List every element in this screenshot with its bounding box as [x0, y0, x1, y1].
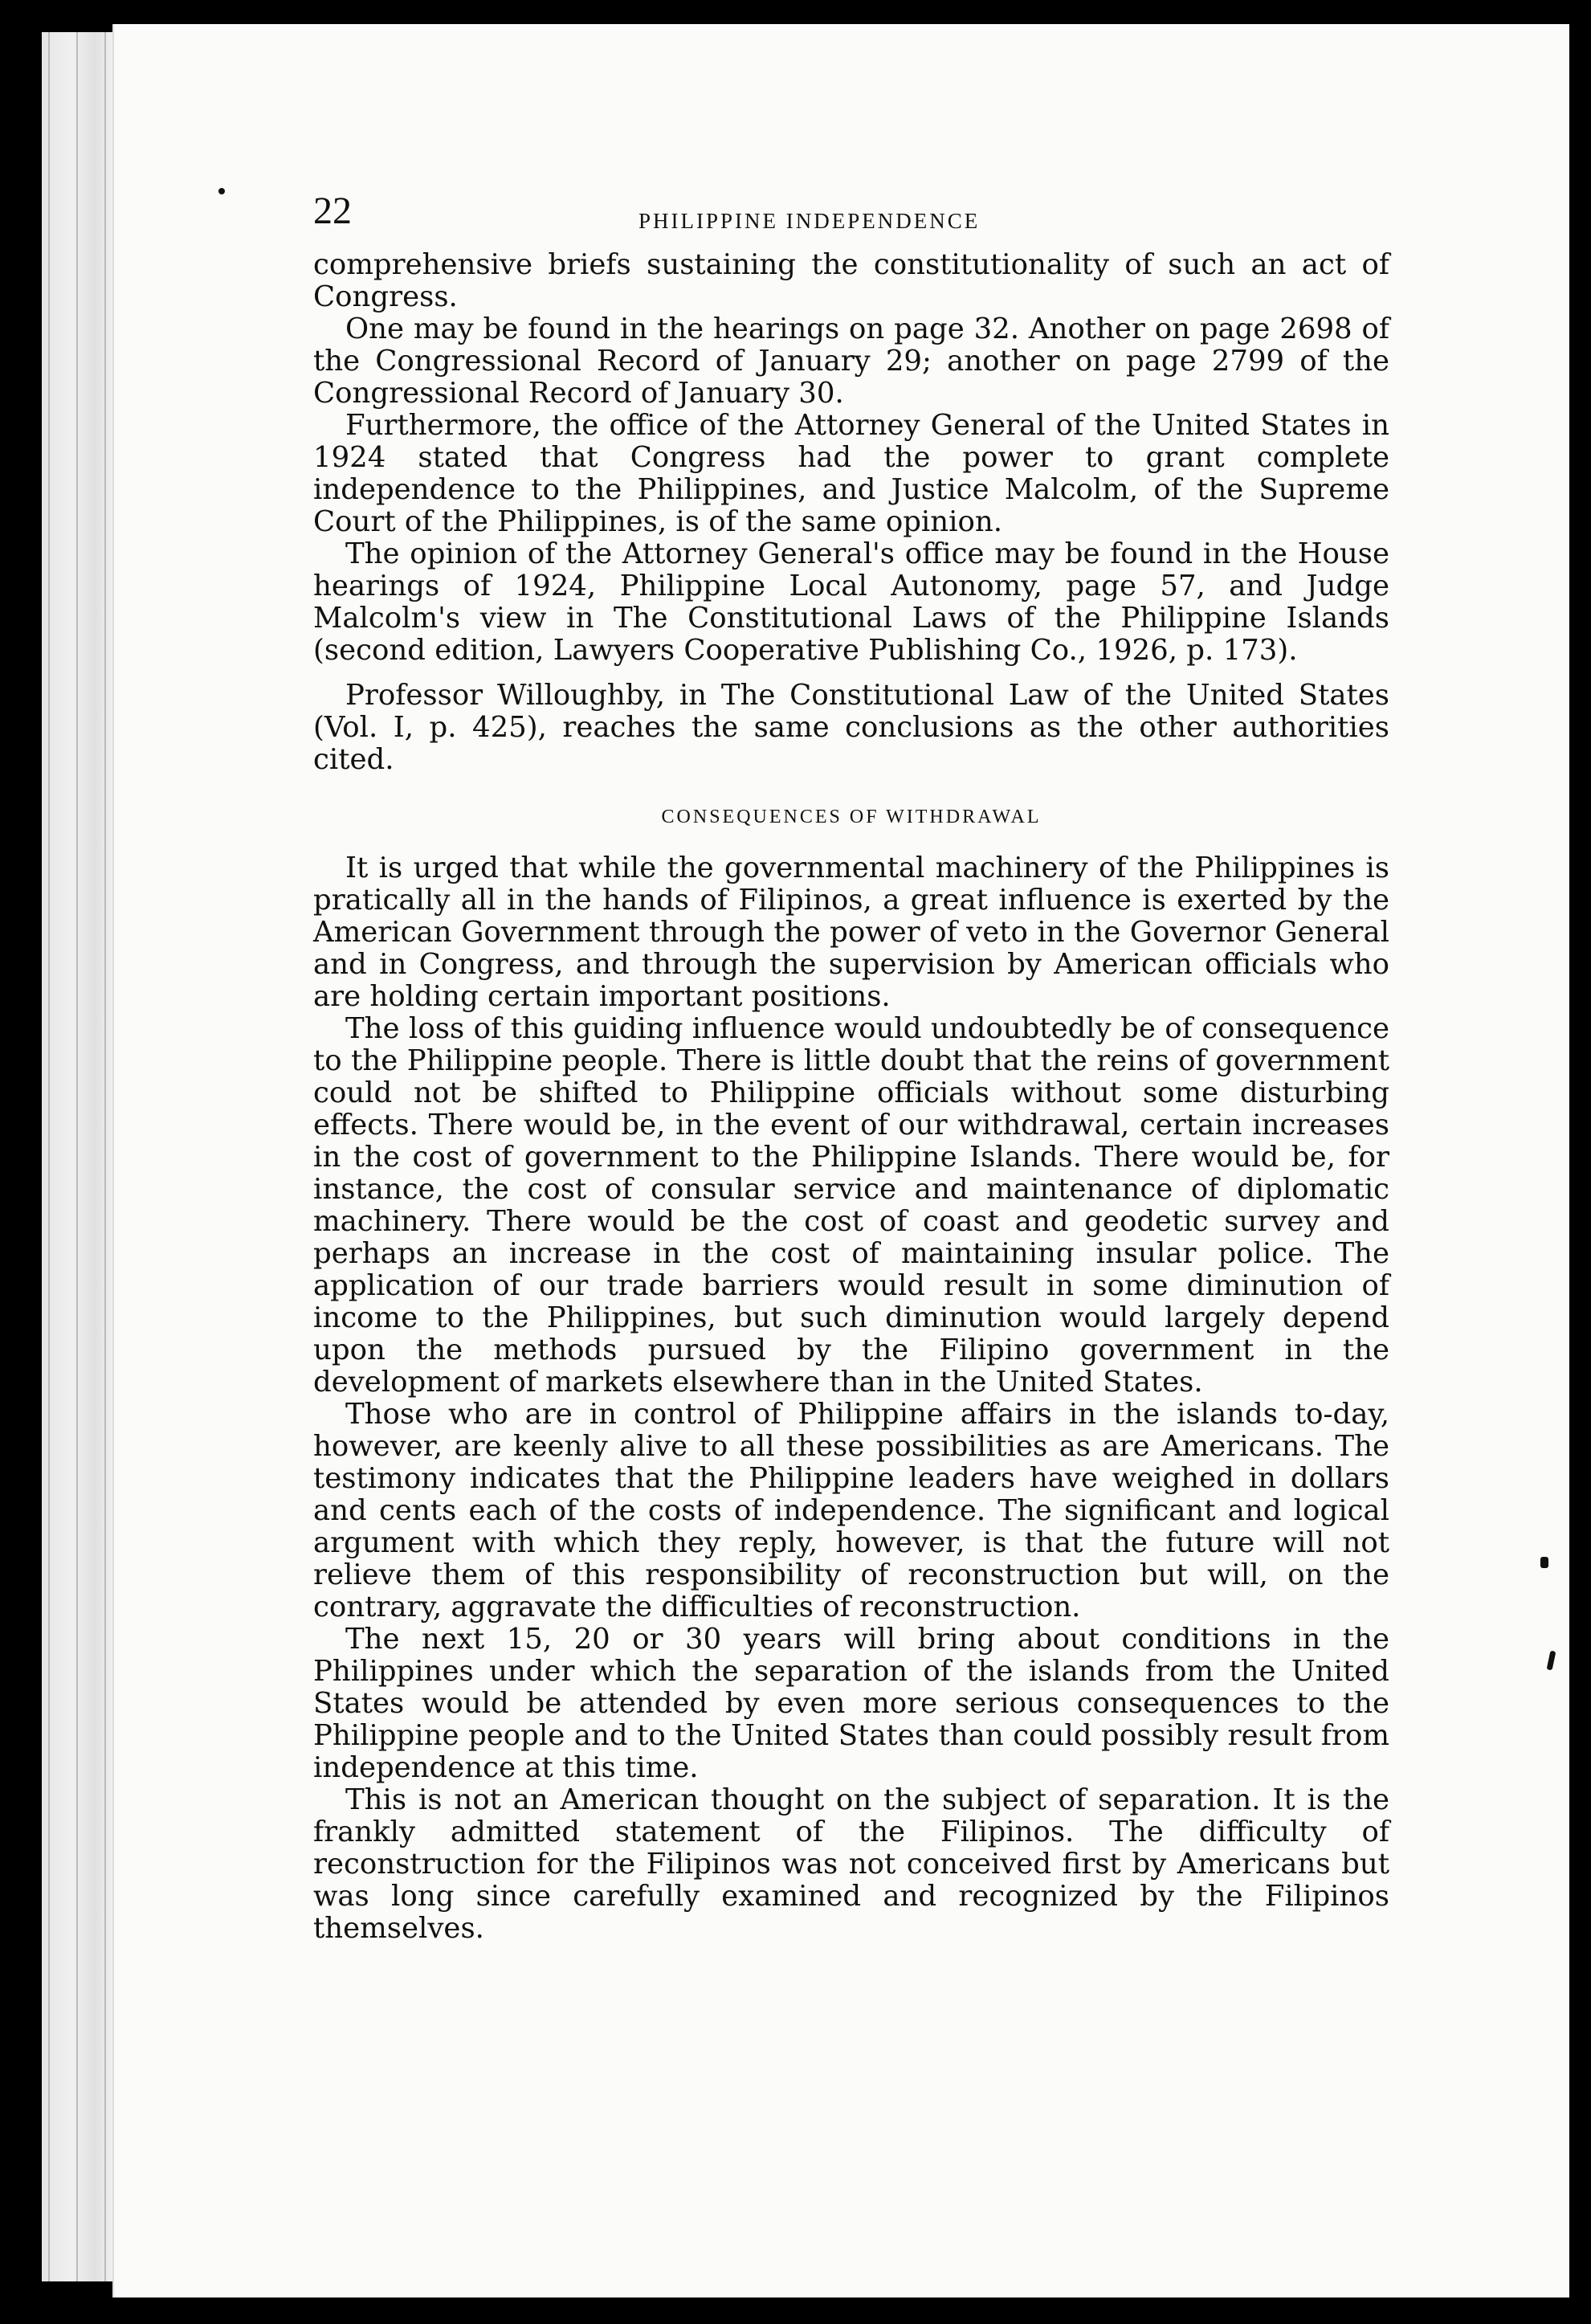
section-title: CONSEQUENCES OF WITHDRAWAL [661, 807, 1042, 827]
paragraph: The opinion of the Attorney General's office may be found in the House hearings of 1924, Philippine Local Autonomy, page 57, and Judge Malcolm's view in The Constitutional Laws of the Philippine Islands (second edition, Lawyers Cooperative Publishing Co., 1926, p. 173). [313, 537, 1389, 667]
paragraph: This is not an American thought on the subject of separation. It is the frankly admitted statement of the Filipinos. The difficulty of reconstruction for the Filipinos was not conceived first by Americans but was long since carefully examined and recognized by the Filipinos themselves. [313, 1783, 1389, 1945]
paragraph: Professor Willoughby, in The Constitutional Law of the United States (Vol. I, p. 425), reaches the same conclusions as the other authorities cited. [313, 679, 1389, 776]
paragraph: The next 15, 20 or 30 years will bring about conditions in the Philippines under which the separation of the islands from the United States would be attended by even more serious consequences to the Philippine people and to the United States than could possibly result from independence at this time. [313, 1623, 1389, 1784]
page-edge-strip [42, 32, 118, 2281]
page-edge-line [76, 32, 78, 2281]
ink-speck [218, 188, 225, 194]
page-edge-line [48, 32, 50, 2281]
paragraph: Those who are in control of Philippine affairs in the islands to-day, however, are keenly alive to all these possibilities as are Americans. The testimony indicates that the Philippine leaders have weighed in dollars and cents each of the costs of independence. The significant and logical argument with which they reply, however, is that the future will not relieve them of this responsibility of reconstruction but will, on the contrary, aggravate the difficulties of reconstruction. [313, 1398, 1389, 1624]
paragraph: comprehensive briefs sustaining the constitutionality of such an act of Congress. [313, 248, 1389, 313]
page-edge-line [104, 32, 106, 2281]
ink-speck [1540, 1557, 1548, 1568]
page-header [313, 177, 1389, 249]
page-number: 22 [313, 190, 352, 232]
paragraph: One may be found in the hearings on page 32. Another on page 2698 of the Congressional Record of January 29; another on page 2799 of the Congressional Record of January 30. [313, 312, 1389, 410]
page-content [313, 177, 1389, 1945]
paragraph: The loss of this guiding influence would undoubtedly be of consequence to the Philippine people. There is little doubt that the reins of government could not be shifted to Philippine officials without some disturbing effects. There would be, in the event of our withdrawal, certain increases in the cost of government to the Philippine Islands. There would be, for instance, the cost of consular service and maintenance of diplomatic machinery. There would be the cost of coast and geodetic survey and perhaps an increase in the cost of maintaining insular police. The application of our trade barriers would result in some diminution of income to the Philippines, but such diminution would largely depend upon the methods pursued by the Filipino government in the development of markets elsewhere than in the United States. [313, 1012, 1389, 1399]
paragraph: It is urged that while the governmental machinery of the Philippines is pratically all in the hands of Filipinos, a great influence is exerted by the American Government through the power of veto in the Governor General and in Congress, and through the supervision by American officials who are holding certain important positions. [313, 852, 1389, 1013]
running-head: PHILIPPINE INDEPENDENCE [638, 209, 981, 233]
paragraph: Furthermore, the office of the Attorney General of the United States in 1924 stated that Congress had the power to grant complete independence to the Philippines, and Justice Malcolm, of the Supreme Court of the Philippines, is of the same opinion. [313, 409, 1389, 538]
